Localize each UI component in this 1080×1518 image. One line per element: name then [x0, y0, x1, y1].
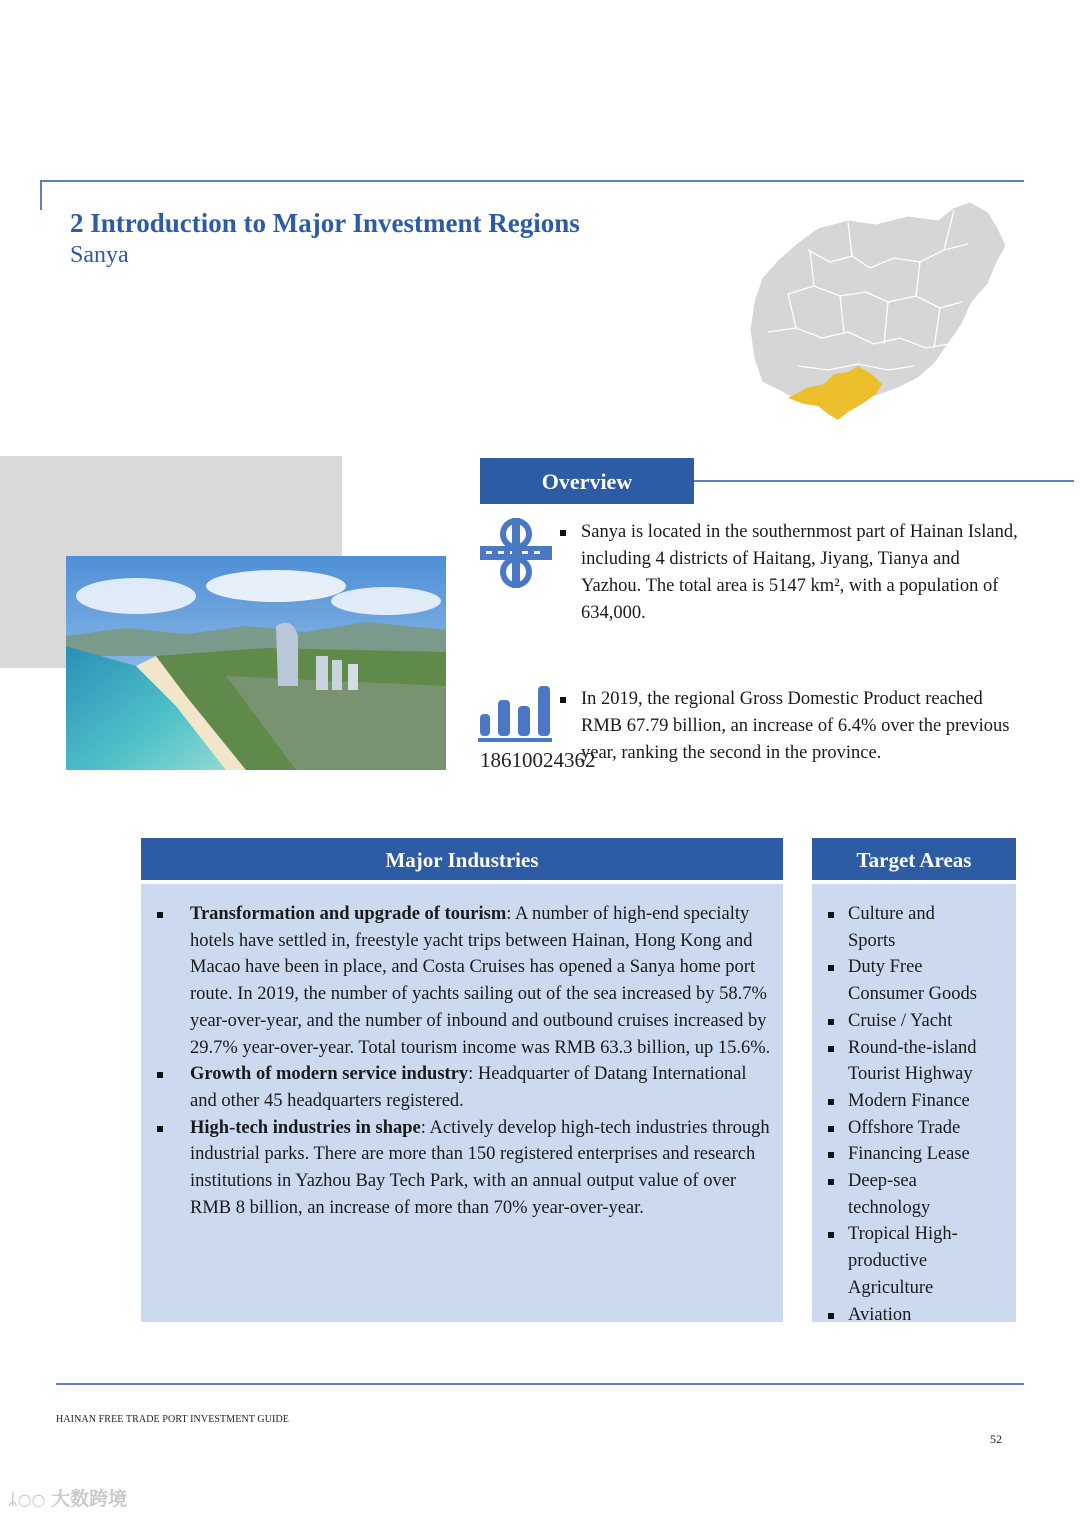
page-number: 52 [990, 1432, 1002, 1446]
list-item: Tropical High-productive Agriculture [826, 1221, 978, 1301]
major-industries-list [155, 901, 775, 1221]
industry-text: : A number of high-end specialty hotels have settled in, freestyle yacht trips between Hainan, Hong Kong and Macao have been in place, and Costa Cruises has opened a Sanya home port route. In 2019, the number of yachts sailing out of the sea increased by 58.7% year-over-year, and the number of inbound and outbound cruises increased by 29.7% year-over-year. Total tourism income was RMB 63.3 billion, up 15.6%. [190, 904, 771, 1058]
list-item: In 2019, the regional Gross Domestic Product reached RMB 67.79 billion, an increase of 6.4% over the previous year, ranking the second in the province. [560, 686, 1020, 767]
overview-rule [694, 480, 1074, 482]
target-areas-list [826, 901, 1014, 1328]
sanya-coast-photo [66, 556, 446, 770]
major-industries-heading: Major Industries [141, 838, 783, 880]
list-item: Financing Lease [826, 1141, 1014, 1168]
list-item [155, 901, 775, 1061]
list-item: Offshore Trade [826, 1115, 1014, 1142]
target-areas-heading: Target Areas [812, 838, 1016, 880]
overview-point-gdp [560, 686, 1020, 767]
list-item: Deep-sea technology [826, 1168, 958, 1221]
list-item: Culture and Sports [826, 901, 958, 954]
header-rule [40, 180, 1024, 182]
watermark-text: 大数跨境 [51, 1488, 128, 1510]
list-item: Duty Free Consumer Goods [826, 954, 998, 1007]
overview-point-location [560, 519, 1020, 627]
industry-heading: Growth of modern service industry [190, 1064, 469, 1085]
list-item: Aviation [826, 1302, 1014, 1329]
source-watermark [8, 1484, 148, 1512]
list-item [155, 1115, 775, 1222]
transport-hub-icon [480, 516, 552, 590]
overview-heading: Overview [480, 458, 694, 504]
hainan-map [748, 198, 1010, 426]
page-subtitle: Sanya [70, 242, 129, 268]
industry-text: : Actively develop high-tech industries through industrial parks. There are more than 150 registered enterprises and research institutions in Yazhou Bay Tech Park, with an annual output value of over RMB 8 billion, an increase of more than 70% year-over-year. [190, 1117, 770, 1218]
list-item [155, 1061, 775, 1114]
footer-rule [56, 1383, 1024, 1385]
list-item: Cruise / Yacht [826, 1008, 1014, 1035]
header-rule-corner [40, 180, 42, 210]
footer-guide-title: HAINAN FREE TRADE PORT INVESTMENT GUIDE [56, 1414, 290, 1425]
page-title: 2 Introduction to Major Investment Regions [70, 208, 580, 238]
industry-text: : Headquarter of Datang International and other 45 headquarters registered. [190, 1064, 747, 1111]
list-item: Sanya is located in the southernmost part of Hainan Island, including 4 districts of Haitang, Jiyang, Tianya and Yazhou. The total area is 5147 km², with a population of 634,000. [560, 519, 1020, 627]
industry-heading: Transformation and upgrade of tourism [190, 904, 507, 924]
overlay-number: 18610024362 [480, 748, 596, 772]
list-item: Modern Finance [826, 1088, 1014, 1115]
hainan-island-shape [750, 202, 1006, 402]
watermark-logo-icon: ᛦ○○ [8, 1490, 52, 1509]
industry-heading: High-tech industries in shape [190, 1117, 421, 1138]
bar-chart-icon [478, 684, 556, 744]
list-item: Round-the-island Tourist Highway [826, 1035, 1008, 1088]
